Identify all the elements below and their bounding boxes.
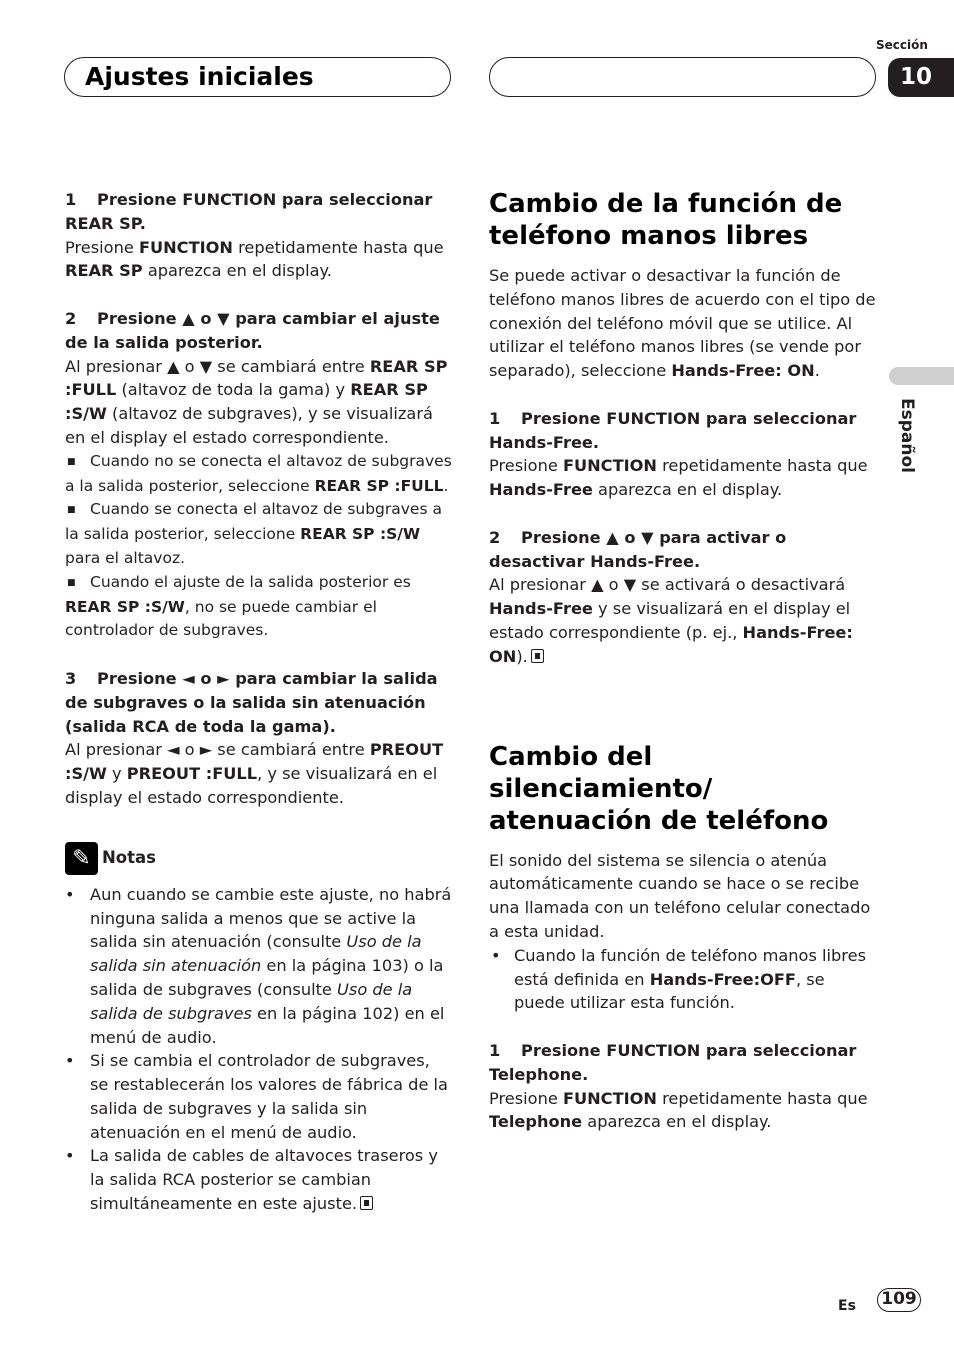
step-1-title: 1 Presione FUNCTION para seleccionar Telephone. xyxy=(489,1040,857,1084)
page-title: Ajustes iniciales xyxy=(85,62,314,91)
page-number: 109 xyxy=(877,1288,921,1312)
note-item: • Aun cuando se cambie este ajuste, no habrá ninguna salida a menos que se active la salida sin atenuación (consulte Uso de la salida sin atenuación en la página 103) o la salida de subgraves (consulte Uso de la salida de subgraves en la página 102) en el menú de audio. xyxy=(65,884,452,1047)
language-tab-bar xyxy=(889,367,954,385)
step-1-body: Presione FUNCTION repetidamente hasta que Hands-Free aparezca en el display. xyxy=(489,456,868,500)
notes-heading: ✎ Notas xyxy=(65,842,453,875)
step-3-title: 3 Presione ◄ o ► para cambiar la salida de subgraves o la salida sin atenuación (salida RCA de toda la gama). xyxy=(65,668,438,736)
section-heading-telephone-mute: Cambio del silenciamiento/ atenuación de teléfono xyxy=(489,741,829,836)
bullet-item: ■ Cuando el ajuste de la salida posterior es REAR SP :S/W, no se puede cambiar el controlador de subgraves. xyxy=(65,572,411,640)
step-2-body: Al presionar ▲ o ▼ se cambiará entre REAR SP :FULL (altavoz de toda la gama) y REAR SP :S/W (altavoz de subgraves), y se visualizará en el display el estado correspondiente. xyxy=(65,356,448,447)
note-item: • La salida de cables de altavoces traseros y la salida RCA posterior se cambian simultáneamente en este ajuste. xyxy=(65,1146,438,1214)
section-heading-hands-free: Cambio de la función de teléfono manos libres xyxy=(489,189,843,251)
header-title-box xyxy=(64,57,451,97)
end-of-section-icon xyxy=(360,1196,373,1210)
footer-language-code: Es xyxy=(838,1298,856,1314)
hands-free-intro: Se puede activar o desactivar la función de teléfono manos libres de acuerdo con el tipo de conexión del teléfono móvil que se utilice. Al utilizar el teléfono manos libres (se vende por separado), seleccione Hands-Free: ON. xyxy=(489,266,876,381)
step-1-body: Presione FUNCTION repetidamente hasta que Telephone aparezca en el display. xyxy=(489,1088,868,1132)
pencil-note-icon: ✎ xyxy=(65,842,98,875)
end-of-section-icon xyxy=(531,649,544,663)
bullet-item: • Cuando la función de teléfono manos libres está definida en Hands-Free:OFF, se puede utilizar esta función. xyxy=(491,945,866,1013)
square-bullet-icon: ■ xyxy=(67,505,76,516)
right-column xyxy=(489,188,877,1134)
step-2-title: 2 Presione ▲ o ▼ para activar o desactivar Hands-Free. xyxy=(489,527,787,571)
note-item: • Si se cambia el controlador de subgraves, se restablecerán los valores de fábrica de la salida de subgraves y la salida sin atenuación en el menú de audio. xyxy=(65,1051,448,1142)
telephone-mute-intro: El sonido del sistema se silencia o atenúa automáticamente cuando se hace o se recibe una llamada con un teléfono celular conectado a esta unidad. xyxy=(489,850,871,941)
language-label: Español xyxy=(897,398,917,473)
bullet-item: ■ Cuando no se conecta el altavoz de subgraves a la salida posterior, seleccione REAR SP :FULL. xyxy=(65,451,452,495)
step-2-title: 2 Presione ▲ o ▼ para cambiar el ajuste de la salida posterior. xyxy=(65,308,440,352)
header-blank-box xyxy=(489,57,876,97)
square-bullet-icon: ■ xyxy=(67,456,76,467)
step-1-title: 1 Presione FUNCTION para seleccionar REAR SP. xyxy=(65,190,433,233)
bullet-item: ■ Cuando se conecta el altavoz de subgraves a la salida posterior, seleccione REAR SP :S/W para el altavoz. xyxy=(65,500,442,567)
square-bullet-icon: ■ xyxy=(67,577,76,588)
left-column xyxy=(65,188,453,1216)
section-number-badge: 10 xyxy=(888,58,954,97)
section-label: Sección xyxy=(876,38,928,52)
step-1-body: Presione FUNCTION repetidamente hasta que REAR SP aparezca en el display. xyxy=(65,237,444,281)
step-3-body: Al presionar ◄ o ► se cambiará entre PREOUT :S/W y PREOUT :FULL, y se visualizará en el display el estado correspondiente. xyxy=(65,740,444,807)
step-1-title: 1 Presione FUNCTION para seleccionar Hands-Free. xyxy=(489,408,857,452)
step-2-body: Al presionar ▲ o ▼ se activará o desactivará Hands-Free y se visualizará en el display el estado correspondiente (p. ej., Hands-Free: ON). xyxy=(489,575,853,666)
